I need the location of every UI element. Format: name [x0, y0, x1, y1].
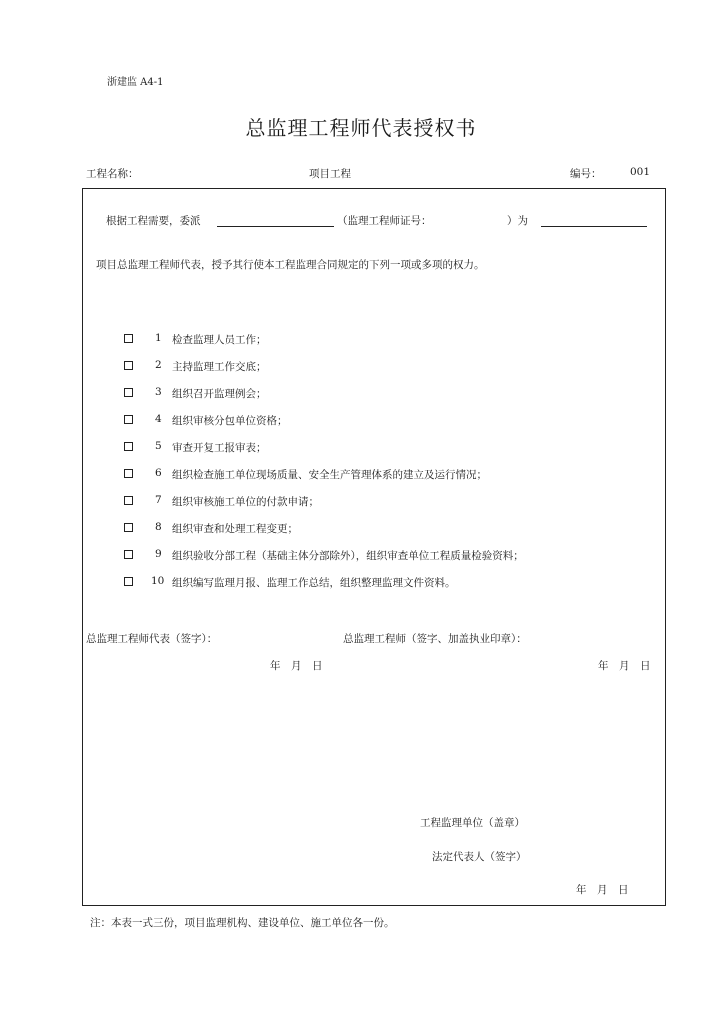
page-title: 总监理工程师代表授权书 [245, 116, 477, 140]
item-number: 1 [155, 332, 162, 344]
legal-rep-label: 法定代表人（签字） [432, 851, 527, 863]
assign-prefix: 根据工程需要，委派 [106, 215, 201, 227]
item-text: 组织编写监理月报、监理工作总结，组织整理监理文件资料。 [172, 577, 456, 589]
form-box [82, 188, 666, 906]
item-checkbox[interactable] [124, 523, 133, 532]
item-number: 6 [155, 467, 162, 479]
role-blank[interactable] [541, 226, 647, 227]
item-text: 主持监理工作交底； [172, 361, 267, 373]
project-name-value: 项目工程 [309, 168, 351, 180]
item-checkbox[interactable] [124, 496, 133, 505]
form-code: 浙建监 A4-1 [107, 77, 164, 88]
item-text: 组织验收分部工程（基础主体分部除外），组织审查单位工程质量检验资料； [172, 550, 524, 562]
item-number: 10 [151, 575, 165, 587]
item-text: 组织审核分包单位资格； [172, 415, 288, 427]
item-checkbox[interactable] [124, 388, 133, 397]
item-checkbox[interactable] [124, 577, 133, 586]
item-number: 3 [155, 386, 162, 398]
footer-note: 注：本表一式三份，项目监理机构、建设单位、施工单位各一份。 [90, 917, 395, 929]
unit-seal-label: 工程监理单位（盖章） [420, 817, 525, 829]
item-number: 8 [155, 521, 162, 533]
item-text: 组织审核施工单位的付款申请； [172, 496, 319, 508]
item-text: 组织召开监理例会； [172, 388, 267, 400]
item-checkbox[interactable] [124, 469, 133, 478]
item-text: 审查开复工报审表； [172, 442, 267, 454]
number-label: 编号： [570, 168, 602, 180]
project-name-label: 工程名称： [86, 168, 139, 180]
rep-signature-label: 总监理工程师代表（签字）： [86, 633, 218, 645]
assignee-blank[interactable] [217, 226, 334, 227]
item-number: 2 [155, 359, 162, 371]
cert-suffix: ）为 [507, 215, 528, 227]
item-checkbox[interactable] [124, 334, 133, 343]
item-number: 7 [155, 494, 162, 506]
item-number: 5 [155, 440, 162, 452]
grant-text: 项目总监理工程师代表，授予其行使本工程监理合同规定的下列一项或多项的权力。 [96, 259, 485, 271]
chief-signature-label: 总监理工程师（签字、加盖执业印章）： [343, 633, 527, 645]
number-value: 001 [630, 166, 651, 178]
item-checkbox[interactable] [124, 442, 133, 451]
item-checkbox[interactable] [124, 361, 133, 370]
item-text: 组织检查施工单位现场质量、安全生产管理体系的建立及运行情况； [172, 469, 487, 481]
item-checkbox[interactable] [124, 550, 133, 559]
cert-label: （监理工程师证号： [337, 215, 432, 227]
item-text: 组织审查和处理工程变更； [172, 523, 298, 535]
rep-date: 年 月 日 [270, 660, 323, 672]
item-number: 9 [155, 548, 162, 560]
item-checkbox[interactable] [124, 415, 133, 424]
item-number: 4 [155, 413, 162, 425]
unit-date: 年 月 日 [576, 884, 629, 896]
chief-date: 年 月 日 [598, 660, 651, 672]
item-text: 检查监理人员工作； [172, 334, 267, 346]
